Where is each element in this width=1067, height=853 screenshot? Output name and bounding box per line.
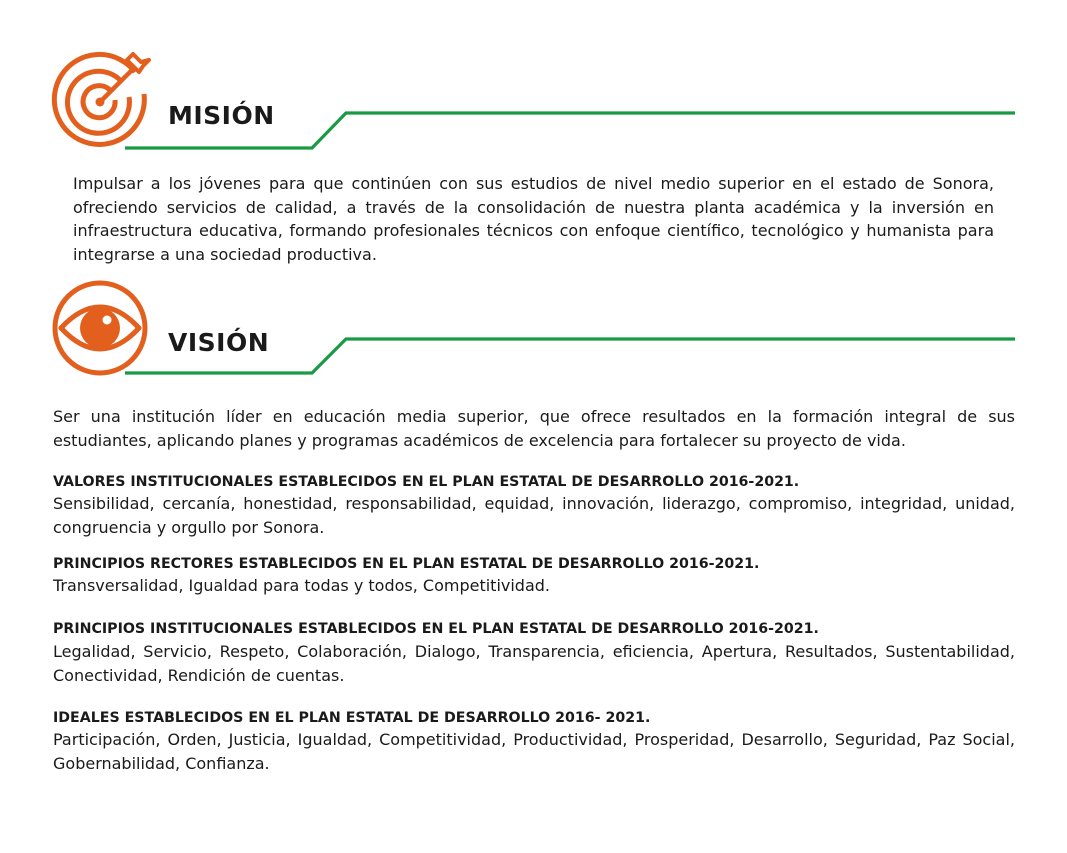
mision-title: MISIÓN bbox=[168, 101, 275, 130]
vision-text: Ser una institución líder en educación media superior, que ofrece resultados en la formación integral de sus estudiantes, aplicando planes y programas académicos de excelencia para fortalecer su proyecto de vida. bbox=[53, 407, 1015, 450]
eye-icon bbox=[49, 278, 153, 382]
vision-title: VISIÓN bbox=[168, 328, 270, 357]
target-arrow-icon bbox=[49, 50, 153, 154]
principios-rectores-title: PRINCIPIOS RECTORES ESTABLECIDOS EN EL PLAN ESTATAL DE DESARROLLO 2016-2021. bbox=[53, 556, 760, 572]
principios-institucionales-text: Legalidad, Servicio, Respeto, Colaboración, Dialogo, Transparencia, eficiencia, Apertura, Resultados, Sustentabilidad, Conectividad, Rendición de cuentas. bbox=[53, 642, 1015, 685]
principios-institucionales-title: PRINCIPIOS INSTITUCIONALES ESTABLECIDOS EN EL PLAN ESTATAL DE DESARROLLO 2016-2021. bbox=[53, 621, 819, 637]
principios-rectores-text: Transversalidad, Igualdad para todas y todos, Competitividad. bbox=[53, 576, 551, 595]
ideales-title: IDEALES ESTABLECIDOS EN EL PLAN ESTATAL DE DESARROLLO 2016- 2021. bbox=[53, 710, 651, 726]
mision-text: Impulsar a los jóvenes para que continúen con sus estudios de nivel medio superior en el estado de Sonora, ofreciendo servicios de calidad, a través de la consolidación de nuestra planta académica y la inversión en infraestructura educativa, formando profesionales técnicos con enfoque científico, tecnológico y humanista para integrarse a una sociedad productiva. bbox=[73, 174, 994, 264]
valores-title: VALORES INSTITUCIONALES ESTABLECIDOS EN EL PLAN ESTATAL DE DESARROLLO 2016-2021. bbox=[53, 474, 800, 490]
valores-text: Sensibilidad, cercanía, honestidad, responsabilidad, equidad, innovación, liderazgo, compromiso, integridad, unidad, congruencia y orgullo por Sonora. bbox=[53, 494, 1015, 537]
ideales-text: Participación, Orden, Justicia, Igualdad, Competitividad, Productividad, Prosperidad, Desarrollo, Seguridad, Paz Social, Gobernabilidad, Confianza. bbox=[53, 730, 1015, 773]
